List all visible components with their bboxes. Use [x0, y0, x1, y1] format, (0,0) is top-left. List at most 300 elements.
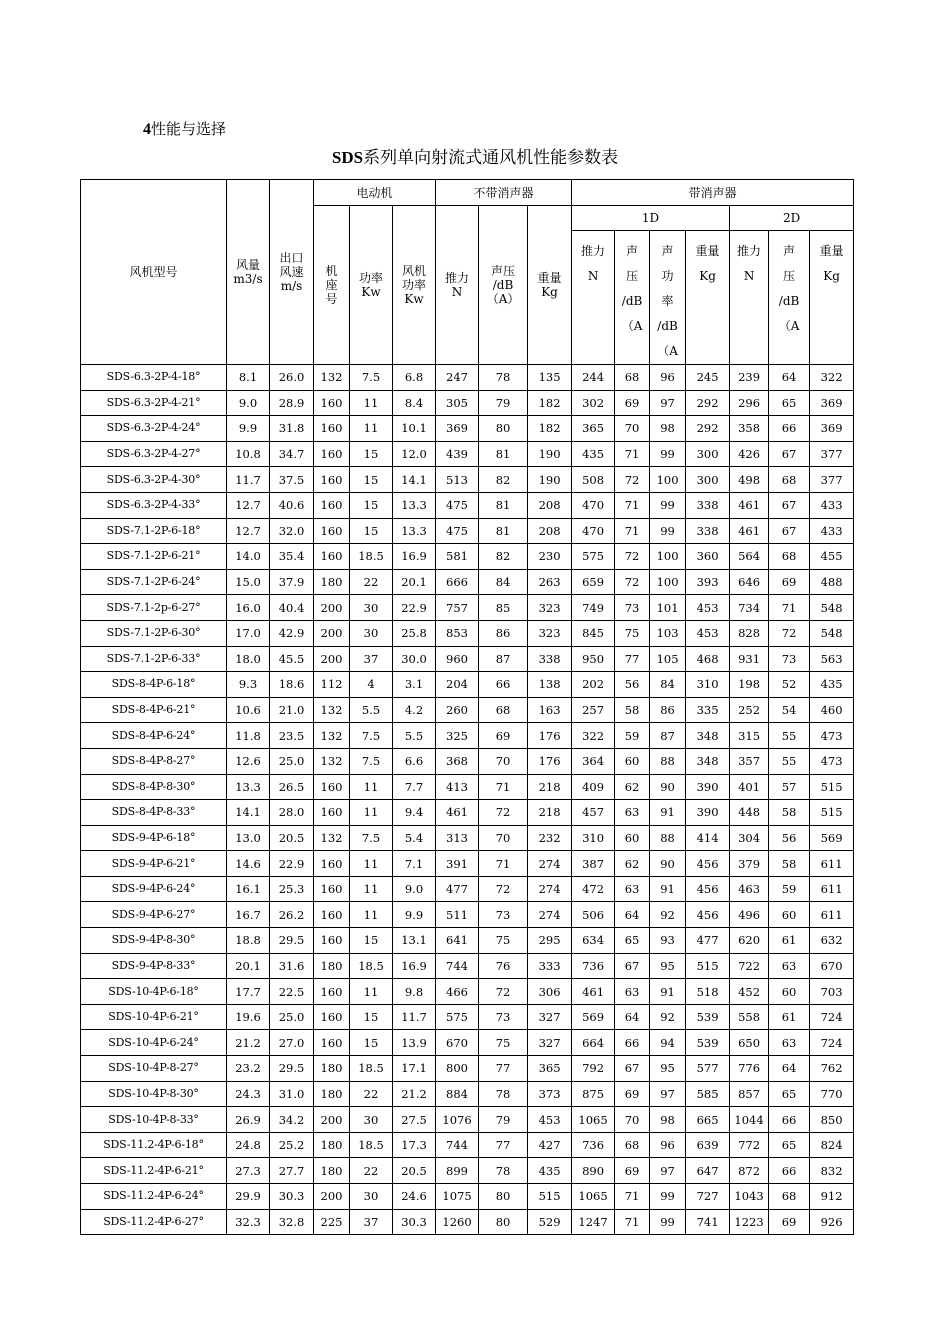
value-cell: 577 — [686, 1056, 730, 1082]
value-cell: 641 — [436, 928, 479, 954]
value-cell: 37.9 — [270, 569, 314, 595]
value-cell: 78 — [479, 365, 528, 391]
value-cell: 101 — [650, 595, 686, 621]
value-cell: 20.5 — [393, 1158, 436, 1184]
value-cell: 200 — [314, 646, 350, 672]
value-cell: 452 — [730, 979, 769, 1005]
value-cell: 160 — [314, 467, 350, 493]
value-cell: 132 — [314, 697, 350, 723]
value-cell: 32.8 — [270, 1209, 314, 1235]
value-cell: 63 — [615, 800, 650, 826]
value-cell: 95 — [650, 953, 686, 979]
value-cell: 56 — [769, 825, 810, 851]
value-cell: 659 — [572, 569, 615, 595]
value-cell: 15 — [350, 467, 393, 493]
value-cell: 14.1 — [393, 467, 436, 493]
value-cell: 585 — [686, 1081, 730, 1107]
value-cell: 86 — [650, 697, 686, 723]
value-cell: 727 — [686, 1184, 730, 1210]
value-cell: 200 — [314, 1184, 350, 1210]
value-cell: 292 — [686, 416, 730, 442]
value-cell: 295 — [528, 928, 572, 954]
value-cell: 762 — [810, 1056, 854, 1082]
value-cell: 132 — [314, 365, 350, 391]
value-cell: 433 — [810, 518, 854, 544]
value-cell: 37 — [350, 646, 393, 672]
value-cell: 749 — [572, 595, 615, 621]
value-cell: 26.2 — [270, 902, 314, 928]
value-cell: 435 — [528, 1158, 572, 1184]
table-row — [81, 876, 854, 902]
value-cell: 112 — [314, 672, 350, 698]
value-cell: 69 — [479, 723, 528, 749]
value-cell: 68 — [769, 1184, 810, 1210]
value-cell: 77 — [479, 1056, 528, 1082]
value-cell: 45.5 — [270, 646, 314, 672]
model-cell: SDS-11.2-4P-6-21° — [81, 1158, 227, 1184]
value-cell: 24.6 — [393, 1184, 436, 1210]
value-cell: 736 — [572, 1132, 615, 1158]
value-cell: 357 — [730, 748, 769, 774]
value-cell: 218 — [528, 800, 572, 826]
value-cell: 670 — [436, 1030, 479, 1056]
header-2d-weight: 重量 Kg — [810, 231, 854, 365]
value-cell: 60 — [615, 748, 650, 774]
value-cell: 310 — [572, 825, 615, 851]
value-cell: 11 — [350, 876, 393, 902]
value-cell: 29.5 — [270, 1056, 314, 1082]
value-cell: 29.9 — [227, 1184, 270, 1210]
value-cell: 926 — [810, 1209, 854, 1235]
table-row — [81, 365, 854, 391]
value-cell: 77 — [615, 646, 650, 672]
table-row — [81, 774, 854, 800]
value-cell: 453 — [686, 595, 730, 621]
value-cell: 7.5 — [350, 365, 393, 391]
value-cell: 473 — [810, 723, 854, 749]
value-cell: 69 — [615, 1081, 650, 1107]
value-cell: 15 — [350, 1004, 393, 1030]
value-cell: 548 — [810, 620, 854, 646]
model-cell: SDS-9-4P-8-33° — [81, 953, 227, 979]
value-cell: 67 — [769, 441, 810, 467]
value-cell: 515 — [528, 1184, 572, 1210]
value-cell: 37.5 — [270, 467, 314, 493]
value-cell: 11 — [350, 416, 393, 442]
value-cell: 72 — [615, 467, 650, 493]
value-cell: 87 — [650, 723, 686, 749]
value-cell: 132 — [314, 825, 350, 851]
value-cell: 611 — [810, 876, 854, 902]
value-cell: 132 — [314, 723, 350, 749]
value-cell: 59 — [615, 723, 650, 749]
value-cell: 304 — [730, 825, 769, 851]
value-cell: 160 — [314, 774, 350, 800]
value-cell: 64 — [615, 1004, 650, 1030]
value-cell: 30.0 — [393, 646, 436, 672]
value-cell: 575 — [436, 1004, 479, 1030]
table-row — [81, 1132, 854, 1158]
value-cell: 63 — [769, 953, 810, 979]
value-cell: 17.3 — [393, 1132, 436, 1158]
value-cell: 80 — [479, 1184, 528, 1210]
value-cell: 70 — [479, 748, 528, 774]
value-cell: 857 — [730, 1081, 769, 1107]
value-cell: 135 — [528, 365, 572, 391]
value-cell: 58 — [769, 800, 810, 826]
value-cell: 776 — [730, 1056, 769, 1082]
value-cell: 73 — [479, 1004, 528, 1030]
header-2d-thrust: 推力 N — [730, 231, 769, 365]
value-cell: 463 — [730, 876, 769, 902]
model-cell: SDS-11.2-4P-6-24° — [81, 1184, 227, 1210]
model-cell: SDS-10-4P-6-18° — [81, 979, 227, 1005]
table-row — [81, 1030, 854, 1056]
value-cell: 11.7 — [227, 467, 270, 493]
value-cell: 581 — [436, 544, 479, 570]
value-cell: 9.0 — [393, 876, 436, 902]
value-cell: 875 — [572, 1081, 615, 1107]
value-cell: 461 — [730, 492, 769, 518]
value-cell: 1065 — [572, 1107, 615, 1133]
value-cell: 435 — [572, 441, 615, 467]
value-cell: 180 — [314, 1081, 350, 1107]
value-cell: 274 — [528, 851, 572, 877]
value-cell: 6.6 — [393, 748, 436, 774]
value-cell: 7.5 — [350, 748, 393, 774]
value-cell: 5.4 — [393, 825, 436, 851]
value-cell: 30 — [350, 620, 393, 646]
value-cell: 666 — [436, 569, 479, 595]
header-model: 风机型号 — [81, 180, 227, 365]
value-cell: 100 — [650, 544, 686, 570]
value-cell: 17.1 — [393, 1056, 436, 1082]
value-cell: 72 — [479, 800, 528, 826]
value-cell: 338 — [686, 492, 730, 518]
model-cell: SDS-9-4P-6-27° — [81, 902, 227, 928]
value-cell: 348 — [686, 723, 730, 749]
value-cell: 160 — [314, 416, 350, 442]
value-cell: 620 — [730, 928, 769, 954]
value-cell: 99 — [650, 492, 686, 518]
value-cell: 511 — [436, 902, 479, 928]
value-cell: 435 — [810, 672, 854, 698]
value-cell: 160 — [314, 876, 350, 902]
value-cell: 10.1 — [393, 416, 436, 442]
table-row — [81, 1209, 854, 1235]
value-cell: 80 — [479, 416, 528, 442]
value-cell: 369 — [810, 416, 854, 442]
table-row — [81, 1107, 854, 1133]
value-cell: 515 — [810, 800, 854, 826]
model-cell: SDS-8-4P-6-24° — [81, 723, 227, 749]
value-cell: 313 — [436, 825, 479, 851]
value-cell: 322 — [572, 723, 615, 749]
model-cell: SDS-8-4P-8-33° — [81, 800, 227, 826]
model-cell: SDS-9-4P-8-30° — [81, 928, 227, 954]
value-cell: 17.7 — [227, 979, 270, 1005]
value-cell: 35.4 — [270, 544, 314, 570]
value-cell: 15 — [350, 928, 393, 954]
value-cell: 239 — [730, 365, 769, 391]
value-cell: 24.3 — [227, 1081, 270, 1107]
table-row — [81, 467, 854, 493]
value-cell: 453 — [686, 620, 730, 646]
value-cell: 22.9 — [270, 851, 314, 877]
value-cell: 29.5 — [270, 928, 314, 954]
header-spl: 声压 /dB （A） — [479, 206, 528, 365]
value-cell: 12.7 — [227, 518, 270, 544]
value-cell: 496 — [730, 902, 769, 928]
value-cell: 67 — [615, 1056, 650, 1082]
value-cell: 433 — [810, 492, 854, 518]
model-cell: SDS-7.1-2P-6-33° — [81, 646, 227, 672]
table-body — [81, 365, 854, 1235]
value-cell: 5.5 — [350, 697, 393, 723]
value-cell: 1260 — [436, 1209, 479, 1235]
value-cell: 12.0 — [393, 441, 436, 467]
value-cell: 30 — [350, 595, 393, 621]
value-cell: 64 — [615, 902, 650, 928]
value-cell: 90 — [650, 851, 686, 877]
value-cell: 670 — [810, 953, 854, 979]
value-cell: 25.0 — [270, 1004, 314, 1030]
value-cell: 369 — [436, 416, 479, 442]
value-cell: 315 — [730, 723, 769, 749]
value-cell: 65 — [769, 390, 810, 416]
value-cell: 16.9 — [393, 544, 436, 570]
value-cell: 736 — [572, 953, 615, 979]
value-cell: 79 — [479, 1107, 528, 1133]
value-cell: 80 — [479, 1209, 528, 1235]
title-text: 系列单向射流式通风机性能参数表 — [363, 148, 619, 168]
value-cell: 182 — [528, 390, 572, 416]
value-cell: 377 — [810, 467, 854, 493]
value-cell: 9.4 — [393, 800, 436, 826]
value-cell: 200 — [314, 1107, 350, 1133]
value-cell: 73 — [769, 646, 810, 672]
value-cell: 26.5 — [270, 774, 314, 800]
value-cell: 27.7 — [270, 1158, 314, 1184]
value-cell: 665 — [686, 1107, 730, 1133]
value-cell: 539 — [686, 1004, 730, 1030]
value-cell: 327 — [528, 1030, 572, 1056]
value-cell: 260 — [436, 697, 479, 723]
value-cell: 853 — [436, 620, 479, 646]
value-cell: 11 — [350, 390, 393, 416]
value-cell: 461 — [436, 800, 479, 826]
value-cell: 257 — [572, 697, 615, 723]
value-cell: 1223 — [730, 1209, 769, 1235]
value-cell: 373 — [528, 1081, 572, 1107]
value-cell: 333 — [528, 953, 572, 979]
value-cell: 468 — [686, 646, 730, 672]
value-cell: 72 — [615, 569, 650, 595]
value-cell: 42.9 — [270, 620, 314, 646]
value-cell: 377 — [810, 441, 854, 467]
value-cell: 427 — [528, 1132, 572, 1158]
header-motor-power: 功率 Kw — [350, 206, 393, 365]
value-cell: 92 — [650, 1004, 686, 1030]
value-cell: 456 — [686, 876, 730, 902]
value-cell: 647 — [686, 1158, 730, 1184]
model-cell: SDS-9-4P-6-24° — [81, 876, 227, 902]
value-cell: 30 — [350, 1107, 393, 1133]
value-cell: 71 — [479, 851, 528, 877]
value-cell: 7.5 — [350, 723, 393, 749]
header-1d: 1D — [572, 206, 730, 231]
value-cell: 57 — [769, 774, 810, 800]
value-cell: 64 — [769, 1056, 810, 1082]
value-cell: 664 — [572, 1030, 615, 1056]
table-row — [81, 953, 854, 979]
value-cell: 69 — [615, 1158, 650, 1184]
model-cell: SDS-6.3-2P-4-24° — [81, 416, 227, 442]
value-cell: 160 — [314, 1030, 350, 1056]
value-cell: 12.7 — [227, 492, 270, 518]
value-cell: 55 — [769, 723, 810, 749]
value-cell: 176 — [528, 748, 572, 774]
value-cell: 21.2 — [227, 1030, 270, 1056]
value-cell: 300 — [686, 467, 730, 493]
table-row — [81, 723, 854, 749]
value-cell: 792 — [572, 1056, 615, 1082]
value-cell: 22.5 — [270, 979, 314, 1005]
value-cell: 71 — [615, 441, 650, 467]
table-row — [81, 748, 854, 774]
table-row — [81, 620, 854, 646]
value-cell: 30.3 — [393, 1209, 436, 1235]
value-cell: 31.0 — [270, 1081, 314, 1107]
value-cell: 204 — [436, 672, 479, 698]
value-cell: 84 — [650, 672, 686, 698]
value-cell: 369 — [810, 390, 854, 416]
header-flow: 风量 m3/s — [227, 180, 270, 365]
value-cell: 69 — [769, 1209, 810, 1235]
value-cell: 97 — [650, 1081, 686, 1107]
table-row — [81, 697, 854, 723]
value-cell: 75 — [479, 928, 528, 954]
value-cell: 63 — [615, 876, 650, 902]
value-cell: 368 — [436, 748, 479, 774]
value-cell: 457 — [572, 800, 615, 826]
value-cell: 13.0 — [227, 825, 270, 851]
value-cell: 703 — [810, 979, 854, 1005]
value-cell: 632 — [810, 928, 854, 954]
value-cell: 68 — [769, 544, 810, 570]
value-cell: 66 — [479, 672, 528, 698]
value-cell: 244 — [572, 365, 615, 391]
value-cell: 4.2 — [393, 697, 436, 723]
table-row — [81, 928, 854, 954]
value-cell: 757 — [436, 595, 479, 621]
value-cell: 828 — [730, 620, 769, 646]
value-cell: 70 — [615, 416, 650, 442]
value-cell: 26.0 — [270, 365, 314, 391]
value-cell: 391 — [436, 851, 479, 877]
value-cell: 28.0 — [270, 800, 314, 826]
value-cell: 387 — [572, 851, 615, 877]
value-cell: 364 — [572, 748, 615, 774]
model-cell: SDS-6.3-2P-4-21° — [81, 390, 227, 416]
value-cell: 296 — [730, 390, 769, 416]
value-cell: 78 — [479, 1081, 528, 1107]
value-cell: 76 — [479, 953, 528, 979]
value-cell: 27.3 — [227, 1158, 270, 1184]
value-cell: 20.1 — [227, 953, 270, 979]
value-cell: 71 — [615, 492, 650, 518]
value-cell: 232 — [528, 825, 572, 851]
model-cell: SDS-7.1-2P-6-30° — [81, 620, 227, 646]
value-cell: 160 — [314, 979, 350, 1005]
value-cell: 180 — [314, 1132, 350, 1158]
value-cell: 10.8 — [227, 441, 270, 467]
value-cell: 82 — [479, 467, 528, 493]
value-cell: 67 — [769, 518, 810, 544]
value-cell: 66 — [769, 1158, 810, 1184]
value-cell: 455 — [810, 544, 854, 570]
value-cell: 18.8 — [227, 928, 270, 954]
value-cell: 91 — [650, 800, 686, 826]
title-prefix: SDS — [331, 148, 364, 167]
table-row — [81, 441, 854, 467]
value-cell: 800 — [436, 1056, 479, 1082]
value-cell: 305 — [436, 390, 479, 416]
table-row — [81, 569, 854, 595]
value-cell: 182 — [528, 416, 572, 442]
value-cell: 23.2 — [227, 1056, 270, 1082]
value-cell: 100 — [650, 569, 686, 595]
value-cell: 10.6 — [227, 697, 270, 723]
value-cell: 15.0 — [227, 569, 270, 595]
model-cell: SDS-10-4P-6-21° — [81, 1004, 227, 1030]
value-cell: 93 — [650, 928, 686, 954]
value-cell: 60 — [615, 825, 650, 851]
value-cell: 96 — [650, 1132, 686, 1158]
value-cell: 91 — [650, 979, 686, 1005]
value-cell: 98 — [650, 1107, 686, 1133]
value-cell: 335 — [686, 697, 730, 723]
value-cell: 72 — [479, 876, 528, 902]
model-cell: SDS-10-4P-8-30° — [81, 1081, 227, 1107]
value-cell: 71 — [479, 774, 528, 800]
value-cell: 15 — [350, 492, 393, 518]
value-cell: 67 — [615, 953, 650, 979]
value-cell: 899 — [436, 1158, 479, 1184]
value-cell: 11 — [350, 774, 393, 800]
model-cell: SDS-7.1-2P-6-21° — [81, 544, 227, 570]
model-cell: SDS-9-4P-6-18° — [81, 825, 227, 851]
value-cell: 734 — [730, 595, 769, 621]
value-cell: 1043 — [730, 1184, 769, 1210]
model-cell: SDS-6.3-2P-4-33° — [81, 492, 227, 518]
value-cell: 1065 — [572, 1184, 615, 1210]
value-cell: 71 — [769, 595, 810, 621]
section-title: 性能与选择 — [151, 120, 227, 138]
performance-table — [80, 179, 854, 1235]
value-cell: 7.7 — [393, 774, 436, 800]
value-cell: 70 — [615, 1107, 650, 1133]
value-cell: 65 — [769, 1132, 810, 1158]
value-cell: 230 — [528, 544, 572, 570]
value-cell: 461 — [730, 518, 769, 544]
value-cell: 160 — [314, 800, 350, 826]
value-cell: 73 — [479, 902, 528, 928]
value-cell: 100 — [650, 467, 686, 493]
value-cell: 1247 — [572, 1209, 615, 1235]
header-weight: 重量 Kg — [528, 206, 572, 365]
value-cell: 176 — [528, 723, 572, 749]
